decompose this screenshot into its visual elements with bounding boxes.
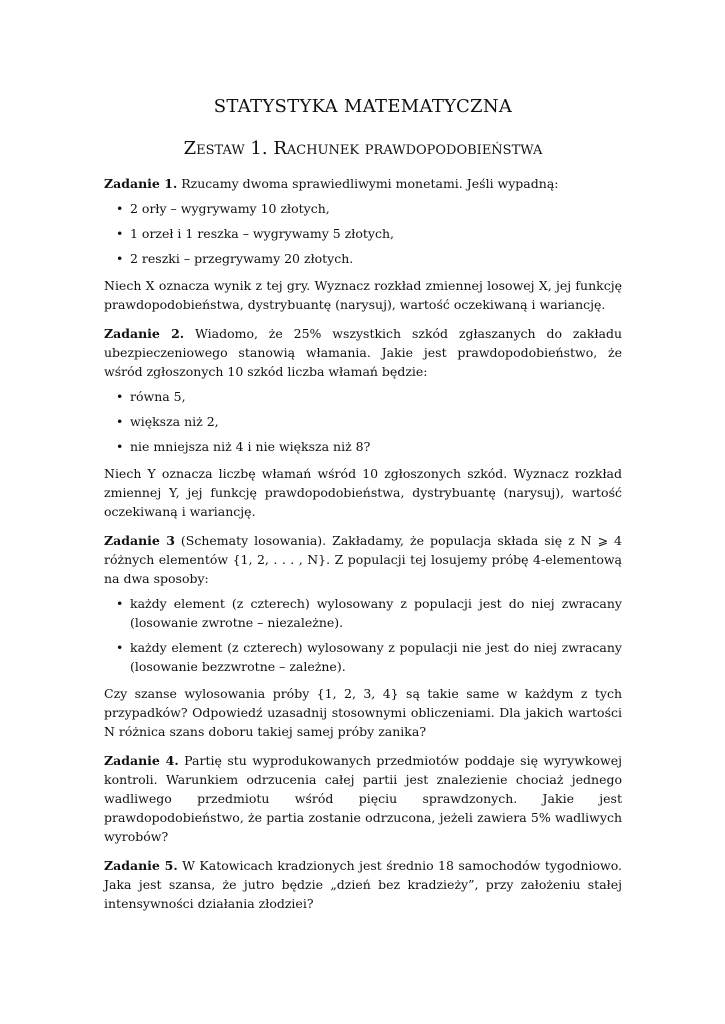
page-title: STATYSTYKA MATEMATYCZNA	[213, 96, 513, 117]
task-2-outro: Niech Y oznacza liczbę włamań wśród 10 zgłoszonych szkód. Wyznacz rozkład zmiennej Y, jej funkcję prawdopodobieństwa, dystrybuantę (narysuj), wartość oczekiwaną i wariancję.	[104, 466, 622, 519]
task-4	[104, 751, 622, 846]
list-item: • nie mniejsza niż 4 i nie większa niż 8?	[130, 437, 622, 456]
task-1-intro: Zadanie 1. Rzucamy dwoma sprawiedliwymi monetami. Jeśli wypadną:	[104, 176, 559, 191]
task-1-options	[104, 199, 622, 268]
page-subtitle: Zestaw 1. Rachunek prawdopodobieństwa	[183, 138, 543, 159]
task-3-options	[104, 594, 622, 676]
task-4-label: Zadanie 4.	[104, 753, 179, 768]
task-1	[104, 174, 622, 314]
tasks-list	[104, 174, 622, 923]
task-3	[104, 531, 622, 741]
list-item: • równa 5,	[130, 387, 622, 406]
task-5-label: Zadanie 5.	[104, 858, 178, 873]
task-2-intro: Zadanie 2. Wiadomo, że 25% wszystkich szkód zgłaszanych do zakładu ubezpieczeniowego stanowią włamania. Jakie jest prawdopodobieństwo, że wśród zgłoszonych 10 szkód liczba włamań będzie:	[104, 326, 622, 379]
task-3-intro: Zadanie 3 (Schematy losowania). Zakładamy, że populacja składa się z N ⩾ 4 różnych elementów {1, 2, . . . , N}. Z populacji tej losujemy próbę 4-elementową na dwa sposoby:	[104, 533, 622, 586]
task-2-label: Zadanie 2.	[104, 326, 185, 341]
task-4-text: Zadanie 4. Partię stu wyprodukowanych przedmiotów poddaje się wyrywkowej kontroli. Warunkiem odrzucenia całej partii jest znalezienie chociaż jednego wadliwego przedmiotu wśród pięciu sprawdzonych. Jakie jest prawdopodobieństwo, że partia zostanie odrzucona, jeżeli zawiera 5% wadliwych wyrobów?	[104, 753, 622, 844]
list-item: • 1 orzeł i 1 reszka – wygrywamy 5 złotych,	[130, 224, 622, 243]
list-item: • większa niż 2,	[130, 412, 622, 431]
list-item: • 2 reszki – przegrywamy 20 złotych.	[130, 249, 622, 268]
list-item: • 2 orły – wygrywamy 10 złotych,	[130, 199, 622, 218]
task-3-outro: Czy szanse wylosowania próby {1, 2, 3, 4} są takie same w każdym z tych przypadków? Odpowiedź uzasadnij stosownymi obliczeniami. Dla jakich wartości N różnica szans doboru takiej samej próby zanika?	[104, 686, 622, 739]
task-2-options	[104, 387, 622, 456]
task-1-label: Zadanie 1.	[104, 176, 178, 191]
list-item: • każdy element (z czterech) wylosowany z populacji jest do niej zwracany (losowanie zwrotne – niezależne).	[130, 594, 622, 632]
task-2	[104, 324, 622, 521]
task-5-text: Zadanie 5. W Katowicach kradzionych jest średnio 18 samochodów tygodniowo. Jaka jest szansa, że jutro będzie „dzień bez kradzieży”, przy założeniu stałej intensywności działania złodziei?	[104, 858, 622, 911]
list-item: • każdy element (z czterech) wylosowany z populacji nie jest do niej zwracany (losowanie bezzwrotne – zależne).	[130, 638, 622, 676]
task-5	[104, 856, 622, 913]
task-1-outro: Niech X oznacza wynik z tej gry. Wyznacz rozkład zmiennej losowej X, jej funkcję prawdopodobieństwa, dystrybuantę (narysuj), wartość oczekiwaną i wariancję.	[104, 278, 622, 312]
task-3-label: Zadanie 3	[104, 533, 175, 548]
